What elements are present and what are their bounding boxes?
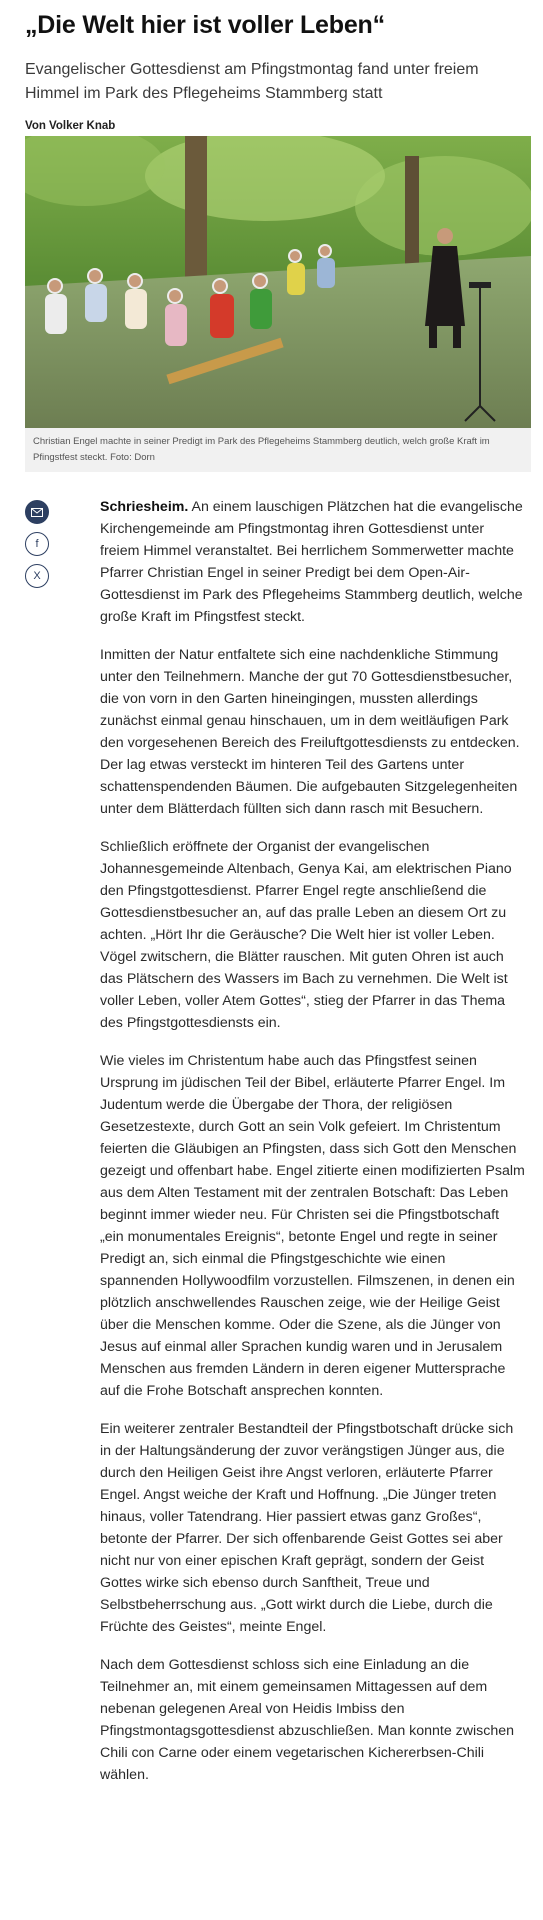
article-paragraph: Nach dem Gottesdienst schloss sich eine Einladung an die Teilnehmer an, mit einem gemeinsamen Mittagessen auf dem nebenan gelegenen Areal von Heidis Imbiss den Pfingstmontagsgottesdienst abzuschließen. Man konnte zwischen Chili con Carne oder einem vegetarischen Kichererbsen-Chili wählen. (100, 1657, 515, 1783)
photo-caption: Christian Engel machte in seiner Predigt im Park des Pflegeheims Stammberg deutlich, welch große Kraft im Pfingstfest steckt. Foto: Dorn (25, 428, 531, 472)
article-paragraph: Ein weiterer zentraler Bestandteil der Pfingstbotschaft drücke sich in der Haltungsänderung der zuvor verängstigen Jünger aus, die durch den Heiligen Geist ihre Angst verloren, erläuterte Pfarrer Engel. Angst weiche der Kraft und Hoffnung. „Die Jünger treten hinaus, voller Tatendrang. Hier passiert etwas ganz Großes“, betonte der Pfarrer. Der sich offenbarende Geist Gottes sei aber nicht nur von einer epischen Kraft geprägt, sondern der Geist Gottes wirke sich ebenso durch Sanftheit, Treue und Selbstbeherrschung aus. „Gott wirkt durch die Liebe, durch die Früchte des Geistes“, meinte Engel. (100, 1421, 514, 1635)
article-paragraph (100, 496, 525, 628)
mail-icon (31, 508, 43, 517)
article-location: Schriesheim. (100, 499, 189, 515)
share-mail-button[interactable] (25, 500, 49, 524)
article-paragraph: Schließlich eröffnete der Organist der evangelischen Johannesgemeinde Altenbach, Genya Kai, am elektrischen Piano den Pfingstgottesdienst. Pfarrer Engel regte anschließend die Gottesdienstbesucher an, auf das pralle Leben an diesem Ort zu achten. „Hört Ihr die Geräusche? Die Welt hier ist voller Leben. Vögel zwitschern, die Blätter rauschen. Mit guten Ohren ist auch das Plätschern des Wassers im Bach zu vernehmen. Die Welt ist voller Leben, voller Atem Gottes“, stieg der Pfarrer in das Thema des Pfingstgottesdiensts ein. (100, 839, 512, 1031)
article-body (100, 496, 525, 1802)
article-subheadline: Evangelischer Gottesdienst am Pfingstmontag fand unter freiem Himmel im Park des Pflegeheims Stammberg statt (25, 61, 479, 102)
facebook-icon: f (35, 538, 39, 550)
article-photo[interactable] (25, 136, 531, 428)
article-headline: „Die Welt hier ist voller Leben“ (25, 11, 385, 39)
x-icon: X (33, 570, 41, 582)
article-byline[interactable]: Von Volker Knab (25, 120, 116, 132)
article-paragraph: Inmitten der Natur entfaltete sich eine nachdenkliche Stimmung unter den Teilnehmern. Manche der gut 70 Gottesdienstbesucher, die von vorn in den Garten hineingingen, mussten allerdings zunächst einmal genau hinschauen, um in dem weitläufigen Park den vorgesehenen Bereich des Freiluftgottesdiensts zu entdecken. Der lag etwas versteckt im hinteren Teil des Gartens unter schattenspendenden Bäumen. Die aufgebauten Sitzgelegenheiten unter dem Blätterdach füllten sich dann rasch mit Besuchern. (100, 647, 520, 817)
article-paragraph: Wie vieles im Christentum habe auch das Pfingstfest seinen Ursprung im jüdischen Teil der Bibel, erläuterte Pfarrer Engel. Im Judentum werde die Übergabe der Thora, der religiösen Gesetzestexte, durch Gott an sein Volk gefeiert. Im Christentum feierten die Gläubigen an Pfingsten, dass sich Gott den Menschen gezeigt und offenbart habe. Engel zitierte einen modifizierten Psalm aus dem Alten Testament mit der zentralen Botschaft: Das Leben beginnt immer wieder neu. Für Christen sei die Pfingstbotschaft „ein monumentales Ereignis“, betonte Engel und regte in seiner Predigt an, sich einmal die Pfingstgeschichte wie einen spannenden Hollywoodfilm vorzustellen. Filmszenen, in denen ein plötzlich anschwellendes Rauschen zeige, wie der Heilige Geist über die Menschen komme. Oder die Szene, als die Jünger von Jesus auf einmal aller Sprachen kundig waren und in Jerusalem Menschen aus fremden Ländern in deren eigener Muttersprache auf die Frohe Botschaft ansprechen konnten. (100, 1053, 525, 1399)
paragraph-text: An einem lauschigen Plätzchen hat die evangelische Kirchengemeinde am Pfingstmontag ihren Gottesdienst unter freiem Himmel veranstaltet. Bei herrlichem Sommerwetter machte Pfarrer Christian Engel in seiner Predigt bei dem Open-Air-Gottesdienst im Park des Pflegeheims Stammberg deutlich, welche große Kraft im Pfingstfest steckt. (100, 499, 523, 625)
photo-illustration (25, 136, 531, 428)
article-figure (25, 136, 531, 472)
share-x-button[interactable] (25, 564, 49, 588)
share-facebook-button[interactable] (25, 532, 49, 556)
